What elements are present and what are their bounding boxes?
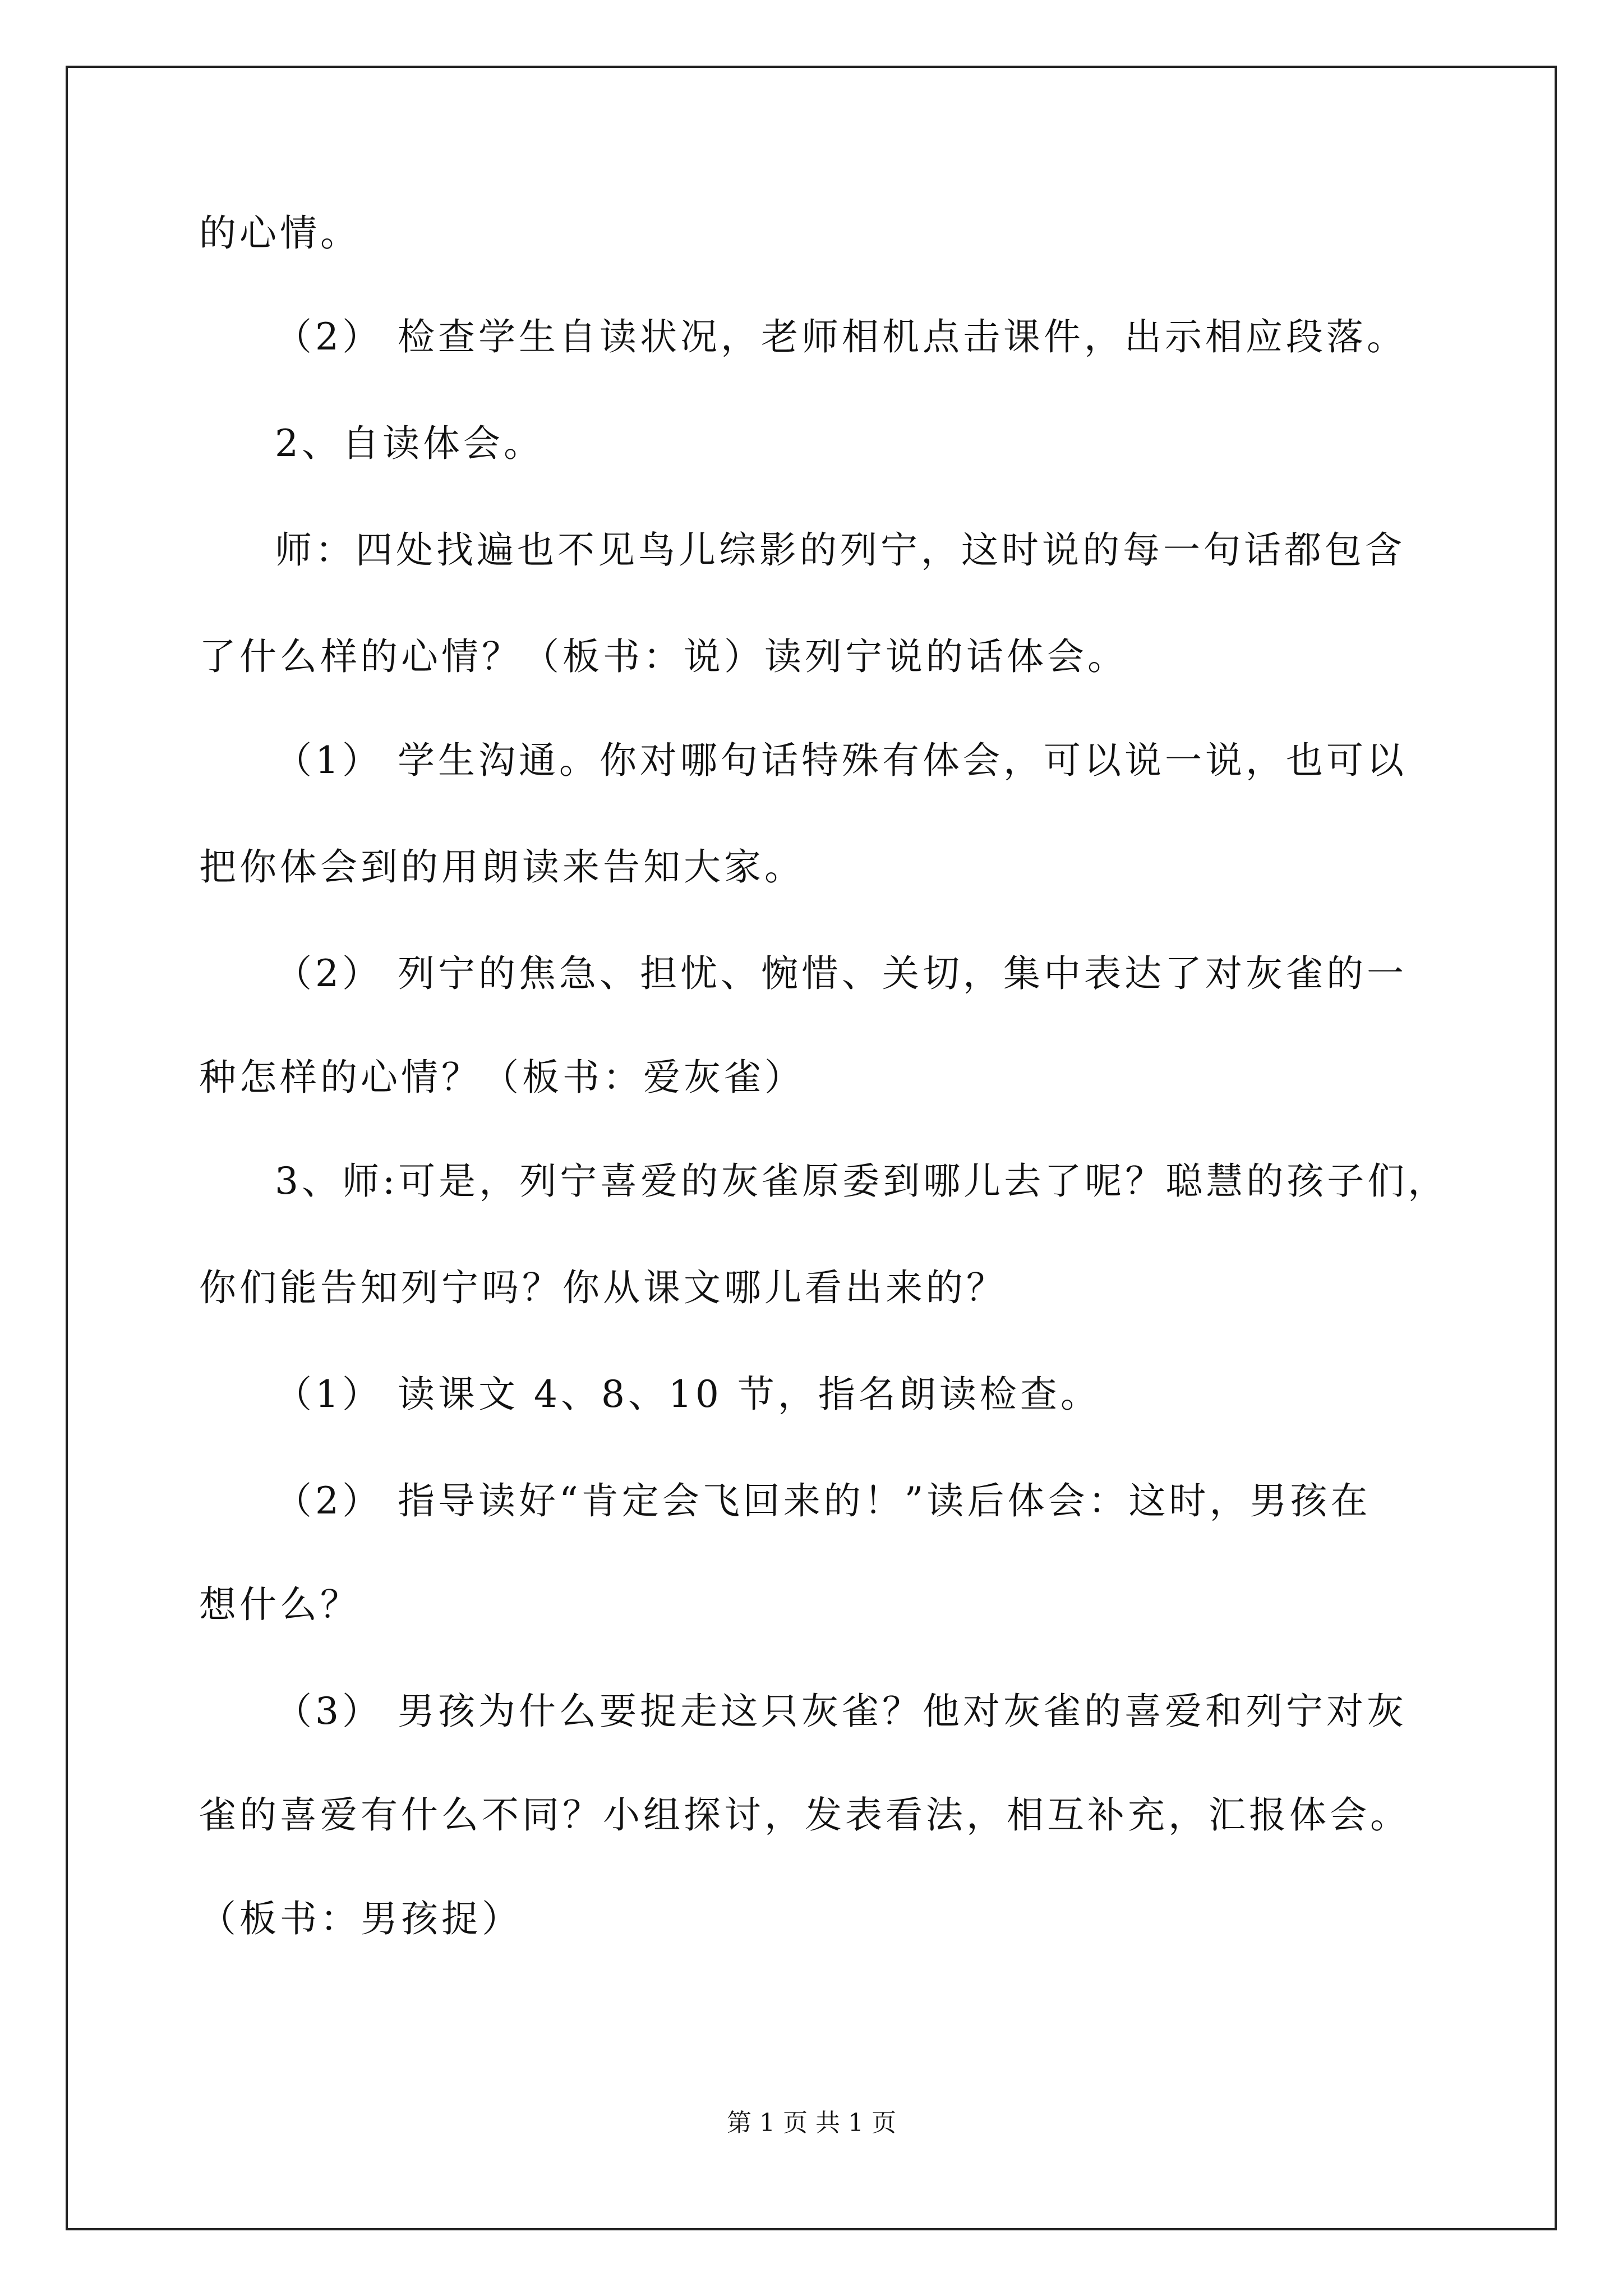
text-line: 把你体会到的用朗读来告知大家。 <box>199 845 805 889</box>
text-line: 3、师:可是，列宁喜爱的灰雀原委到哪儿去了呢？聪慧的孩子们， <box>275 1159 1449 1203</box>
text-line: 了什么样的心情？（板书：说）读列宁说的话体会。 <box>199 635 1128 678</box>
text-line: （1） 学生沟通。你对哪句话特殊有体会，可以说一说，也可以 <box>275 739 1407 782</box>
text-line: 2、自读体会。 <box>275 422 544 465</box>
text-line: 的心情。 <box>199 211 361 255</box>
text-line: （2） 指导读好“肯定会飞回来的！”读后体会：这时，男孩在 <box>275 1479 1371 1522</box>
text-line: （2） 列宁的焦急、担忧、惋惜、关切，集中表达了对灰雀的一 <box>275 952 1407 995</box>
text-line: （1） 读课文 4、8、10 节，指名朗读检查。 <box>275 1373 1101 1416</box>
text-line: 种怎样的心情？（板书：爱灰雀） <box>199 1056 805 1099</box>
text-line: 师：四处找遍也不见鸟儿综影的列宁，这时说的每一句话都包含 <box>275 528 1405 572</box>
page-footer: 第 1 页 共 1 页 <box>727 2109 896 2137</box>
text-line: 想什么？ <box>199 1583 361 1626</box>
text-line: 雀的喜爱有什么不同？小组探讨，发表看法，相互补充，汇报体会。 <box>199 1793 1410 1837</box>
text-line: （2） 检查学生自读状况，老师相机点击课件，出示相应段落。 <box>275 315 1407 358</box>
text-line: （板书：男孩捉） <box>199 1897 522 1940</box>
text-line: 你们能告知列宁吗？你从课文哪儿看出来的？ <box>199 1266 1007 1309</box>
text-line: （3） 男孩为什么要捉走这只灰雀？他对灰雀的喜爱和列宁对灰 <box>275 1690 1407 1733</box>
